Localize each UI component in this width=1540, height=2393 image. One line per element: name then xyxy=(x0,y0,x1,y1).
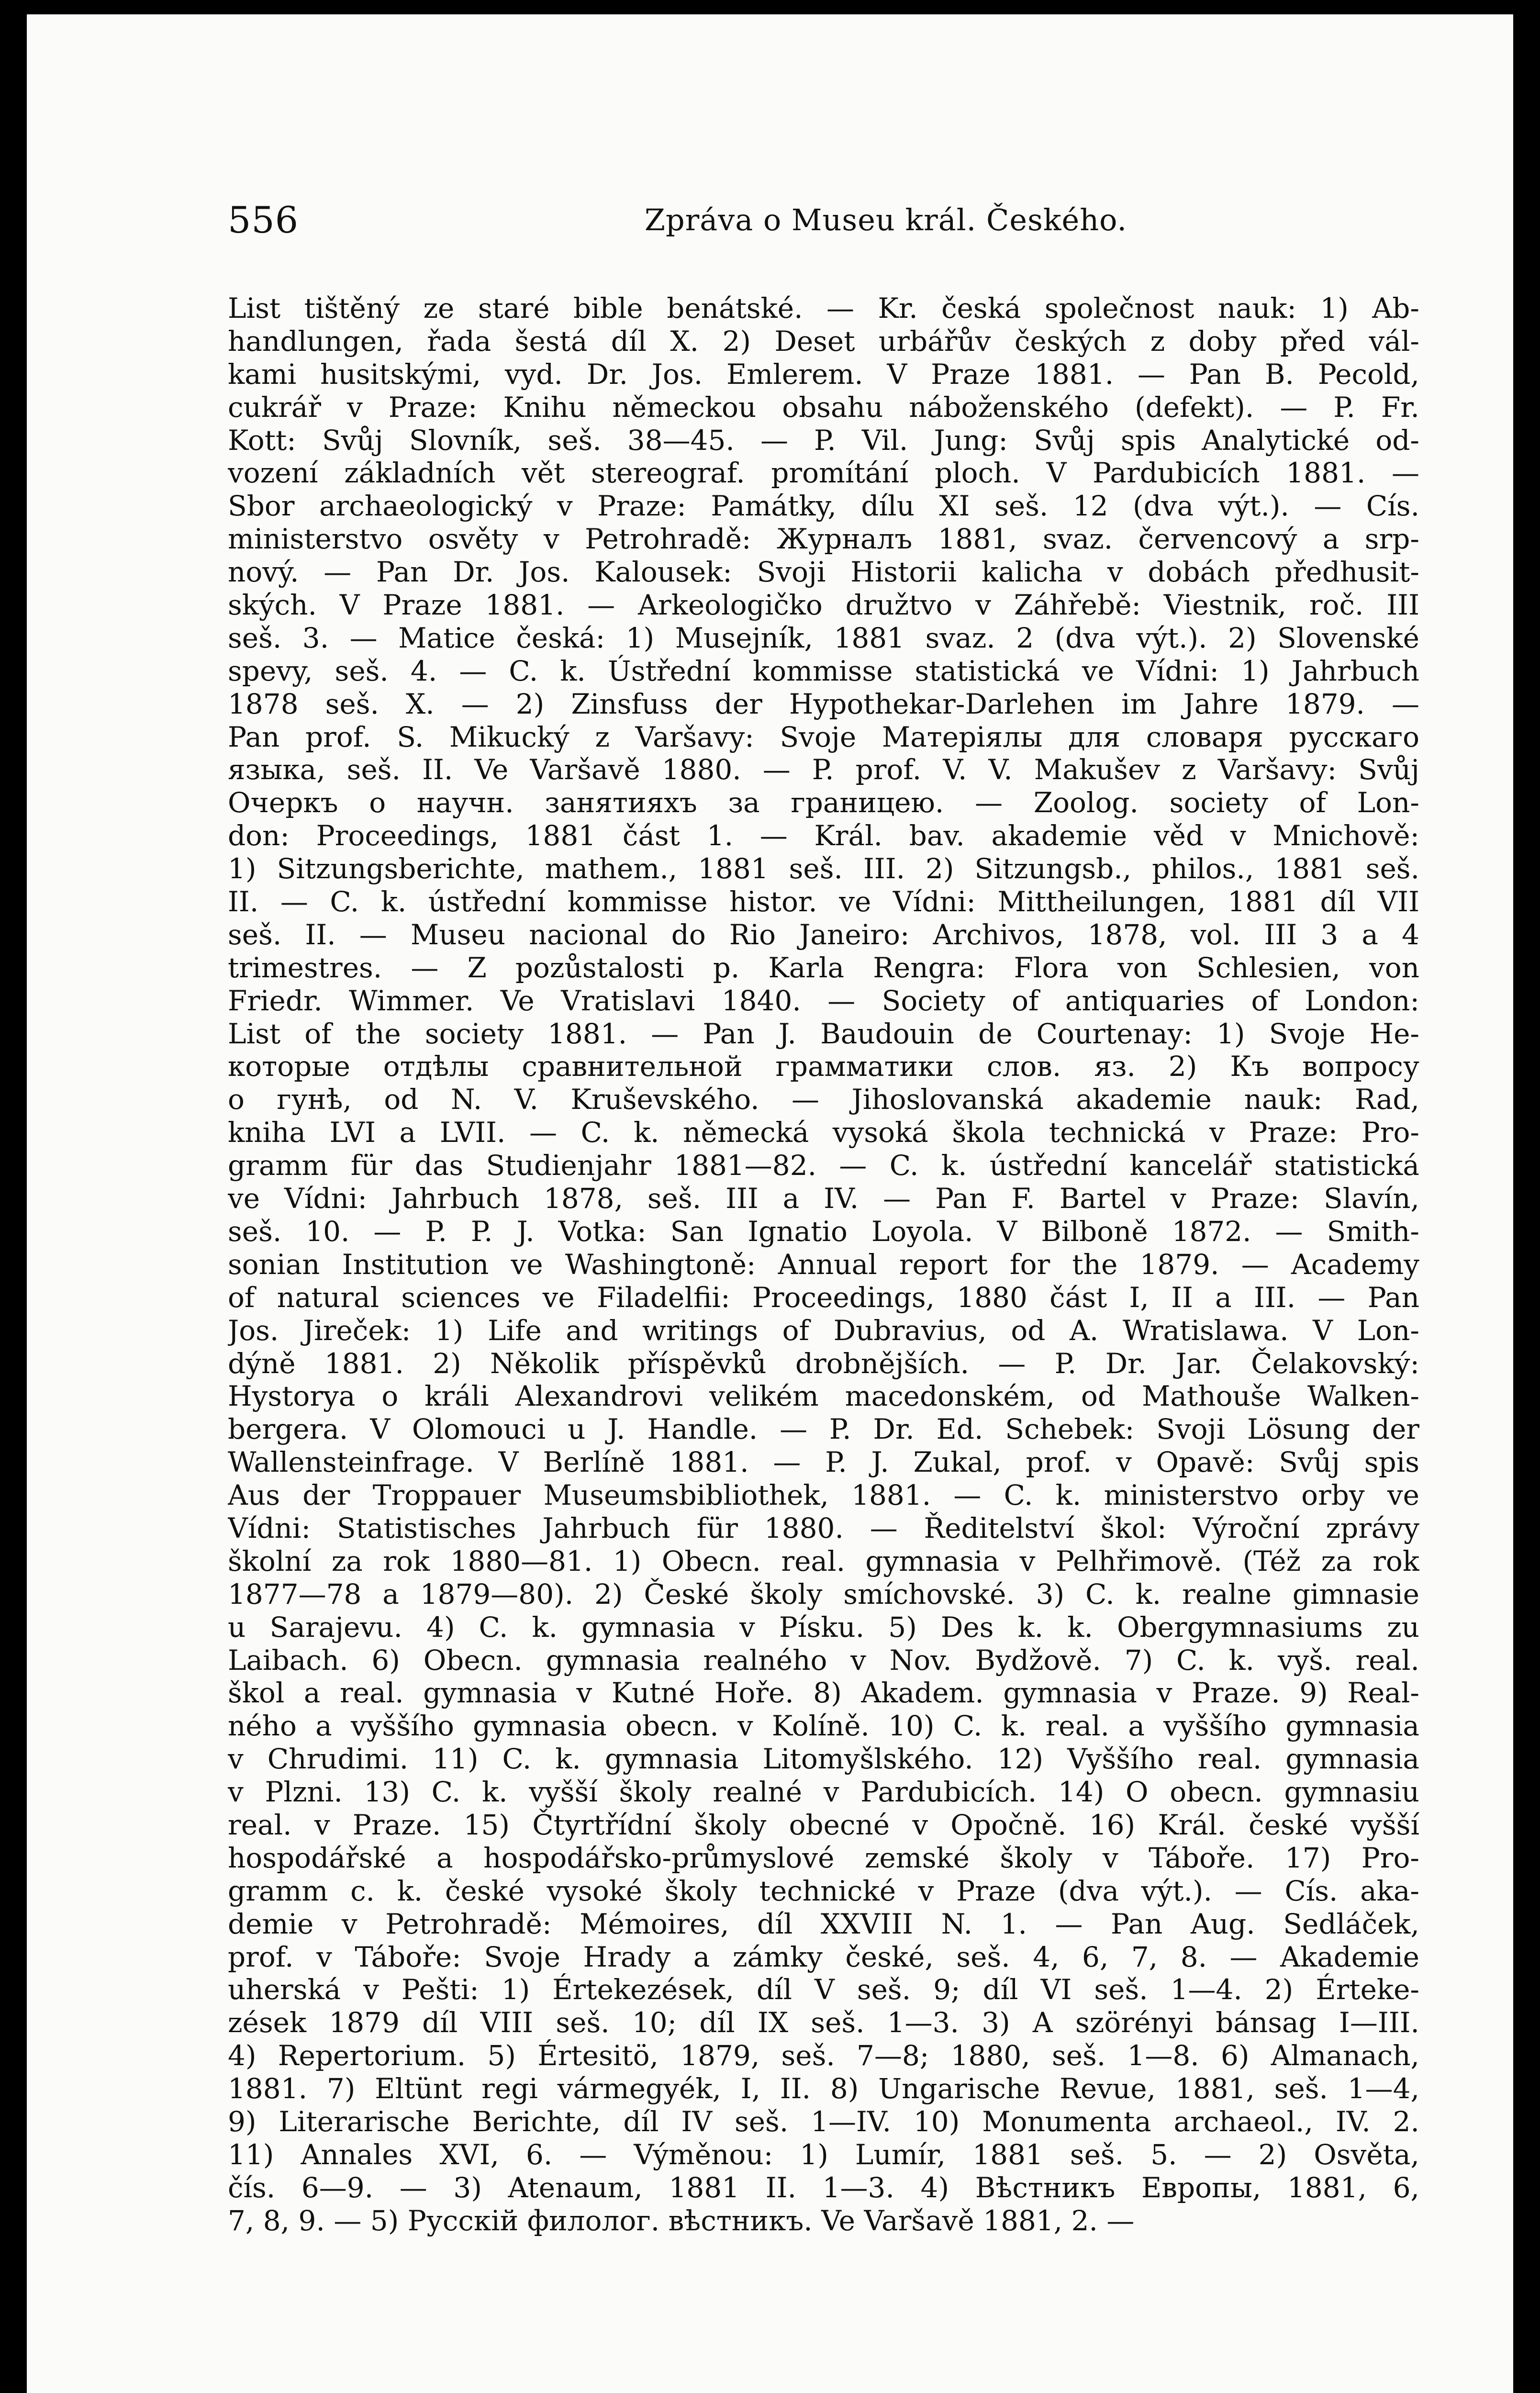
text-line: ministerstvo osvěty v Petrohradě: Журналъ 1881, svaz. červencový a srp- xyxy=(228,523,1419,556)
text-line: seš. 3. — Matice česká: 1) Musejník, 1881 svaz. 2 (dva výt.). 2) Slovenské xyxy=(228,621,1419,654)
text-line: List tištěný ze staré bible benátské. — Kr. česká společnost nauk: 1) Ab- xyxy=(228,292,1419,324)
text-line: of natural sciences ve Filadelfii: Proceedings, 1880 část I, II a III. — Pan xyxy=(228,1281,1419,1314)
text-line: Laibach. 6) Obecn. gymnasia realného v Nov. Bydžově. 7) C. k. vyš. real. xyxy=(228,1644,1419,1677)
text-line: Friedr. Wimmer. Ve Vratislavi 1840. — Society of antiquaries of London: xyxy=(228,984,1419,1017)
text-line: seš. 10. — P. P. J. Votka: San Ignatio Loyola. V Bilboně 1872. — Smith- xyxy=(228,1215,1419,1248)
text-line: ských. V Praze 1881. — Arkeologičko družtvo v Záhřebě: Viestnik, roč. III xyxy=(228,589,1419,622)
text-line: kniha LVI a LVII. — C. k. německá vysoká škola technická v Praze: Pro- xyxy=(228,1116,1419,1149)
text-line: Jos. Jireček: 1) Life and writings of Dubravius, od A. Wratislawa. V Lon- xyxy=(228,1314,1419,1347)
text-line: v Chrudimi. 11) C. k. gymnasia Litomyšlského. 12) Vyššího real. gymnasia xyxy=(228,1743,1419,1776)
text-line: prof. v Táboře: Svoje Hrady a zámky české, seš. 4, 6, 7, 8. — Akademie xyxy=(228,1940,1419,1973)
text-line: 9) Literarische Berichte, díl IV seš. 1—IV. 10) Monumenta archaeol., IV. 2. xyxy=(228,2105,1419,2138)
text-line: kami husitskými, vyd. Dr. Jos. Emlerem. V Praze 1881. — Pan B. Pecold, xyxy=(228,358,1419,391)
text-line: škol a real. gymnasia v Kutné Hoře. 8) Akadem. gymnasia v Praze. 9) Real- xyxy=(228,1677,1419,1710)
text-line: List of the society 1881. — Pan J. Baudouin de Courtenay: 1) Svoje Не- xyxy=(228,1017,1419,1050)
text-line: ného a vyššího gymnasia obecn. v Kolíně. 10) C. k. real. a vyššího gymnasia xyxy=(228,1710,1419,1743)
text-line: don: Proceedings, 1881 část 1. — Král. bav. akademie věd v Mnichově: xyxy=(228,819,1419,852)
text-line: čís. 6—9. — 3) Atenaum, 1881 II. 1—3. 4) Вѣстникъ Европы, 1881, 6, xyxy=(228,2171,1419,2204)
text-line: Kott: Svůj Slovník, seš. 38—45. — P. Vil. Jung: Svůj spis Analytické od- xyxy=(228,424,1419,457)
text-line: seš. II. — Museu nacional do Rio Janeiro: Archivos, 1878, vol. III 3 a 4 xyxy=(228,918,1419,951)
text-line: Vídni: Statistisches Jahrbuch für 1880. — Ředitelství škol: Výroční zprávy xyxy=(228,1511,1419,1544)
text-line: 11) Annales XVI, 6. — Výměnou: 1) Lumír, 1881 seš. 5. — 2) Osvěta, xyxy=(228,2138,1419,2171)
text-line: bergera. V Olomouci u J. Handle. — P. Dr. Ed. Schebek: Svoji Lösung der xyxy=(228,1413,1419,1446)
text-line: real. v Praze. 15) Čtyrtřídní školy obecné v Opočně. 16) Král. české vyšší xyxy=(228,1808,1419,1841)
text-line: ve Vídni: Jahrbuch 1878, seš. III a IV. — Pan F. Bartel v Praze: Slavín, xyxy=(228,1182,1419,1215)
text-line: u Sarajevu. 4) C. k. gymnasia v Písku. 5) Des k. k. Obergymnasiums zu xyxy=(228,1610,1419,1644)
text-line: zések 1879 díl VIII seš. 10; díl IX seš. 1—3. 3) A szörényi bánsag I—III. xyxy=(228,2006,1419,2039)
body-text xyxy=(228,292,1419,2237)
text-line: cukrář v Praze: Knihu německou obsahu náboženského (defekt). — P. Fr. xyxy=(228,391,1419,424)
text-line: 7, 8, 9. — 5) Русскій филолог. вѣстникъ. Ve Varšavě 1881, 2. — xyxy=(228,2204,1135,2237)
text-line: vození základních vět stereograf. promítání ploch. V Pardubicích 1881. — xyxy=(228,457,1419,490)
text-line: Sbor archaeologický v Praze: Památky, dílu XI seš. 12 (dva výt.). — Cís. xyxy=(228,490,1419,523)
page-number: 556 xyxy=(228,199,299,241)
text-line: Aus der Troppauer Museumsbibliothek, 1881. — C. k. ministerstvo orby ve xyxy=(228,1479,1419,1512)
text-line: sonian Institution ve Washingtoně: Annual report for the 1879. — Academy xyxy=(228,1248,1419,1281)
text-line: uherská v Pešti: 1) Értekezések, díl V seš. 9; díl VI seš. 1—4. 2) Érteke- xyxy=(228,1973,1419,2006)
running-title: Zpráva o Museu král. Českého. xyxy=(644,202,1127,237)
page-header xyxy=(228,194,1419,246)
text-line: dýně 1881. 2) Několik příspěvků drobnějších. — P. Dr. Jar. Čelakovský: xyxy=(228,1347,1419,1380)
text-line: Wallensteinfrage. V Berlíně 1881. — P. J. Zukal, prof. v Opavě: Svůj spis xyxy=(228,1446,1419,1479)
text-line: trimestres. — Z pozůstalosti p. Karla Rengra: Flora von Schlesien, von xyxy=(228,951,1419,984)
text-line: II. — C. k. ústřední kommisse histor. ve Vídni: Mittheilungen, 1881 díl VII xyxy=(228,885,1419,918)
text-line: v Plzni. 13) C. k. vyšší školy realné v Pardubicích. 14) O obecn. gymnasiu xyxy=(228,1776,1419,1809)
text-line: nový. — Pan Dr. Jos. Kalousek: Svoji Historii kalicha v dobách předhusit- xyxy=(228,556,1419,589)
text-line: 4) Repertorium. 5) Értesitö, 1879, seš. 7—8; 1880, seš. 1—8. 6) Almanach, xyxy=(228,2039,1419,2072)
text-line: handlungen, řada šestá díl X. 2) Deset urbářův českých z doby před vál- xyxy=(228,324,1419,358)
document-page xyxy=(27,14,1513,2393)
text-line: о гунѣ, od N. V. Kruševského. — Jihoslovanská akademie nauk: Rad, xyxy=(228,1083,1419,1116)
text-line: demie v Petrohradě: Mémoires, díl XXVIII N. 1. — Pan Aug. Sedláček, xyxy=(228,1907,1419,1940)
text-line: Очеркъ о научн. занятияхъ за границею. — Zoolog. society of Lon- xyxy=(228,786,1419,819)
text-line: Hystorya o králi Alexandrovi velikém macedonském, od Mathouše Walken- xyxy=(228,1380,1419,1413)
text-line: 1881. 7) Eltünt regi vármegyék, I, II. 8) Ungarische Revue, 1881, seš. 1—4, xyxy=(228,2072,1419,2105)
text-line: školní za rok 1880—81. 1) Obecn. real. gymnasia v Pelhřimově. (Též za rok xyxy=(228,1544,1419,1577)
text-line: Pan prof. S. Mikucký z Varšavy: Svoje Матеріялы для словаря русскаго xyxy=(228,720,1419,753)
text-line: языка, seš. II. Ve Varšavě 1880. — P. prof. V. V. Makušev z Varšavy: Svůj xyxy=(228,753,1419,786)
text-line: gramm c. k. české vysoké školy technické v Praze (dva výt.). — Cís. aka- xyxy=(228,1874,1419,1907)
text-line: 1878 seš. X. — 2) Zinsfuss der Hypothekar-Darlehen im Jahre 1879. — xyxy=(228,687,1419,720)
text-line: spevy, seš. 4. — C. k. Ústřední kommisse statistická ve Vídni: 1) Jahrbuch xyxy=(228,654,1419,687)
text-line: которые отдѣлы сравнительной грамматики слов. яз. 2) Къ вопросу xyxy=(228,1050,1419,1083)
text-line: 1877—78 a 1879—80). 2) České školy smíchovské. 3) C. k. realne gimnasie xyxy=(228,1577,1419,1610)
text-line: 1) Sitzungsberichte, mathem., 1881 seš. III. 2) Sitzungsb., philos., 1881 seš. xyxy=(228,852,1419,885)
text-line: hospodářské a hospodářsko-průmyslové zemské školy v Táboře. 17) Pro- xyxy=(228,1841,1419,1874)
text-line: gramm für das Studienjahr 1881—82. — C. k. ústřední kancelář statistická xyxy=(228,1149,1419,1182)
